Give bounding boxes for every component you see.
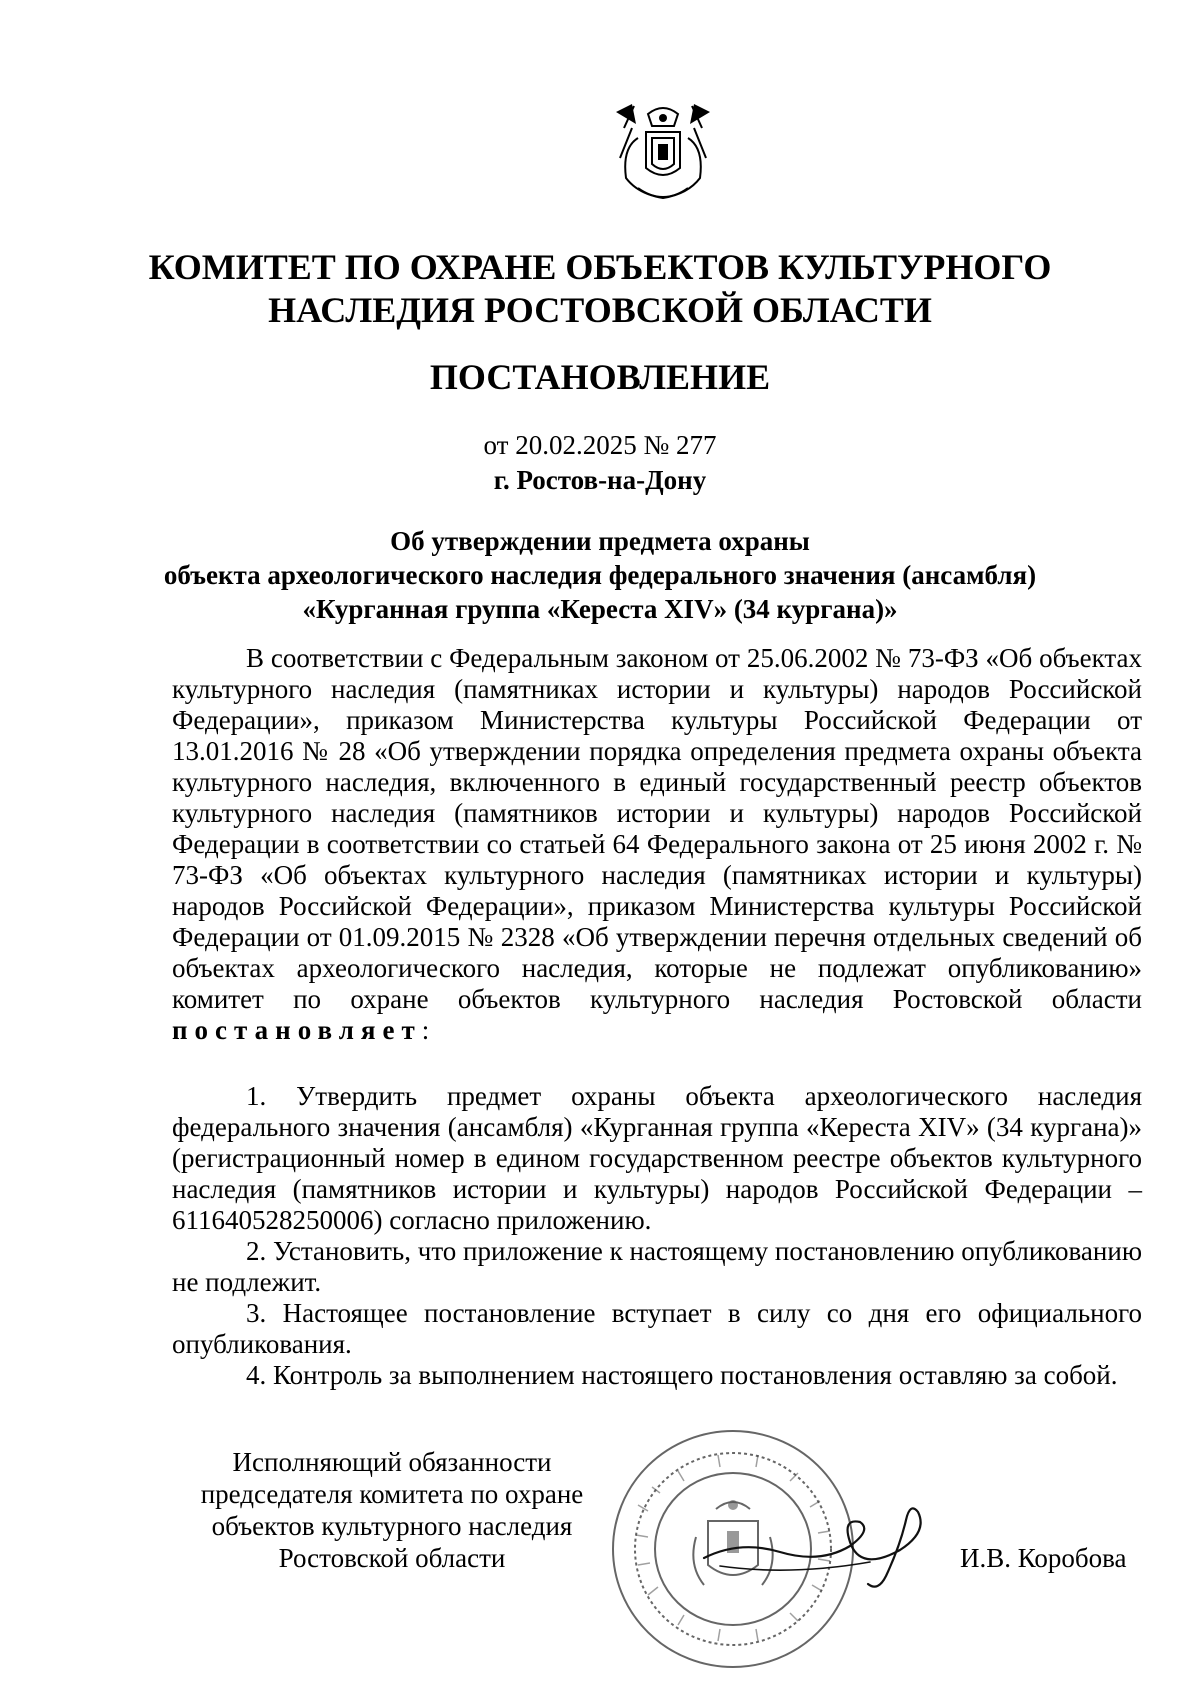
document-date-block — [0, 428, 1200, 498]
coat-of-arms-icon — [608, 98, 718, 210]
signer-position-line3: объектов культурного наследия — [211, 1511, 573, 1541]
document-city: г. Ростов-на-Дону — [493, 465, 707, 495]
subject-line3: «Курганная группа «Кереста XIV» (34 кургана)» — [302, 594, 898, 624]
organization-title — [0, 246, 1200, 332]
subject-line2: объекта археологического наследия федерального значения (ансамбля) — [163, 560, 1037, 590]
organization-title-line1: КОМИТЕТ ПО ОХРАНЕ ОБЪЕКТОВ КУЛЬТУРНОГО — [148, 247, 1052, 287]
preamble-end: : — [421, 1015, 430, 1045]
handwritten-signature-icon — [700, 1480, 950, 1600]
preamble — [172, 643, 1142, 1046]
resolution-item-2: 2. Установить, что приложение к настоящему постановлению опубликованию не подлежит. — [172, 1236, 1142, 1297]
document-type: ПОСТАНОВЛЕНИЕ — [429, 357, 771, 397]
organization-title-line2: НАСЛЕДИЯ РОСТОВСКОЙ ОБЛАСТИ — [268, 290, 932, 330]
document-date-number: от 20.02.2025 № 277 — [483, 430, 717, 460]
subject-line1: Об утверждении предмета охраны — [390, 526, 810, 556]
signer-name: И.В. Коробова — [960, 1543, 1127, 1573]
signer-position-line2: председателя комитета по охране — [200, 1479, 584, 1509]
signer-position-line1: Исполняющий обязанности — [232, 1447, 552, 1477]
signer-position-line4: Ростовской области — [278, 1543, 506, 1573]
resolution-items — [172, 1081, 1142, 1391]
resolution-item-3: 3. Настоящее постановление вступает в силу со дня его официального опубликования. — [172, 1298, 1142, 1359]
signer-position — [162, 1446, 622, 1574]
preamble-paragraph — [172, 643, 1142, 1046]
resolution-item-1: 1. Утвердить предмет охраны объекта археологического наследия федерального значения (ансамбля) «Курганная группа «Кереста XIV» (34 кургана)» (регистрационный номер в едином государственном реестре объектов культурного наследия (памятников истории и культуры) народов Российской Федерации – 611640528250006) согласно приложению. — [172, 1081, 1142, 1235]
preamble-text: В соответствии с Федеральным законом от 25.06.2002 № 73-ФЗ «Об объектах культурного наследия (памятниках истории и культуры) народов Российской Федерации», приказом Министерства культуры Российской Федерации от 13.01.2016 № 28 «Об утверждении порядка определения предмета охраны объекта культурного наследия, включенного в единый государственный реестр объектов культурного наследия (памятников истории и культуры) народов Российской Федерации в соответствии со статьей 64 Федерального закона от 25 июня 2002 г. № 73-ФЗ «Об объектах культурного наследия (памятниках истории и культуры) народов Российской Федерации», приказом Министерства культуры Российской Федерации от 01.09.2015 № 2328 «Об утверждении перечня отдельных сведений об объектах археологического наследия, которые не подлежат опубликованию» комитет по охране объектов культурного наследия Ростовской области — [172, 643, 1142, 1014]
resolution-item-4: 4. Контроль за выполнением настоящего постановления оставляю за собой. — [246, 1360, 1118, 1390]
resolves-word: постановляет — [172, 1015, 422, 1045]
document-subject — [0, 524, 1200, 626]
